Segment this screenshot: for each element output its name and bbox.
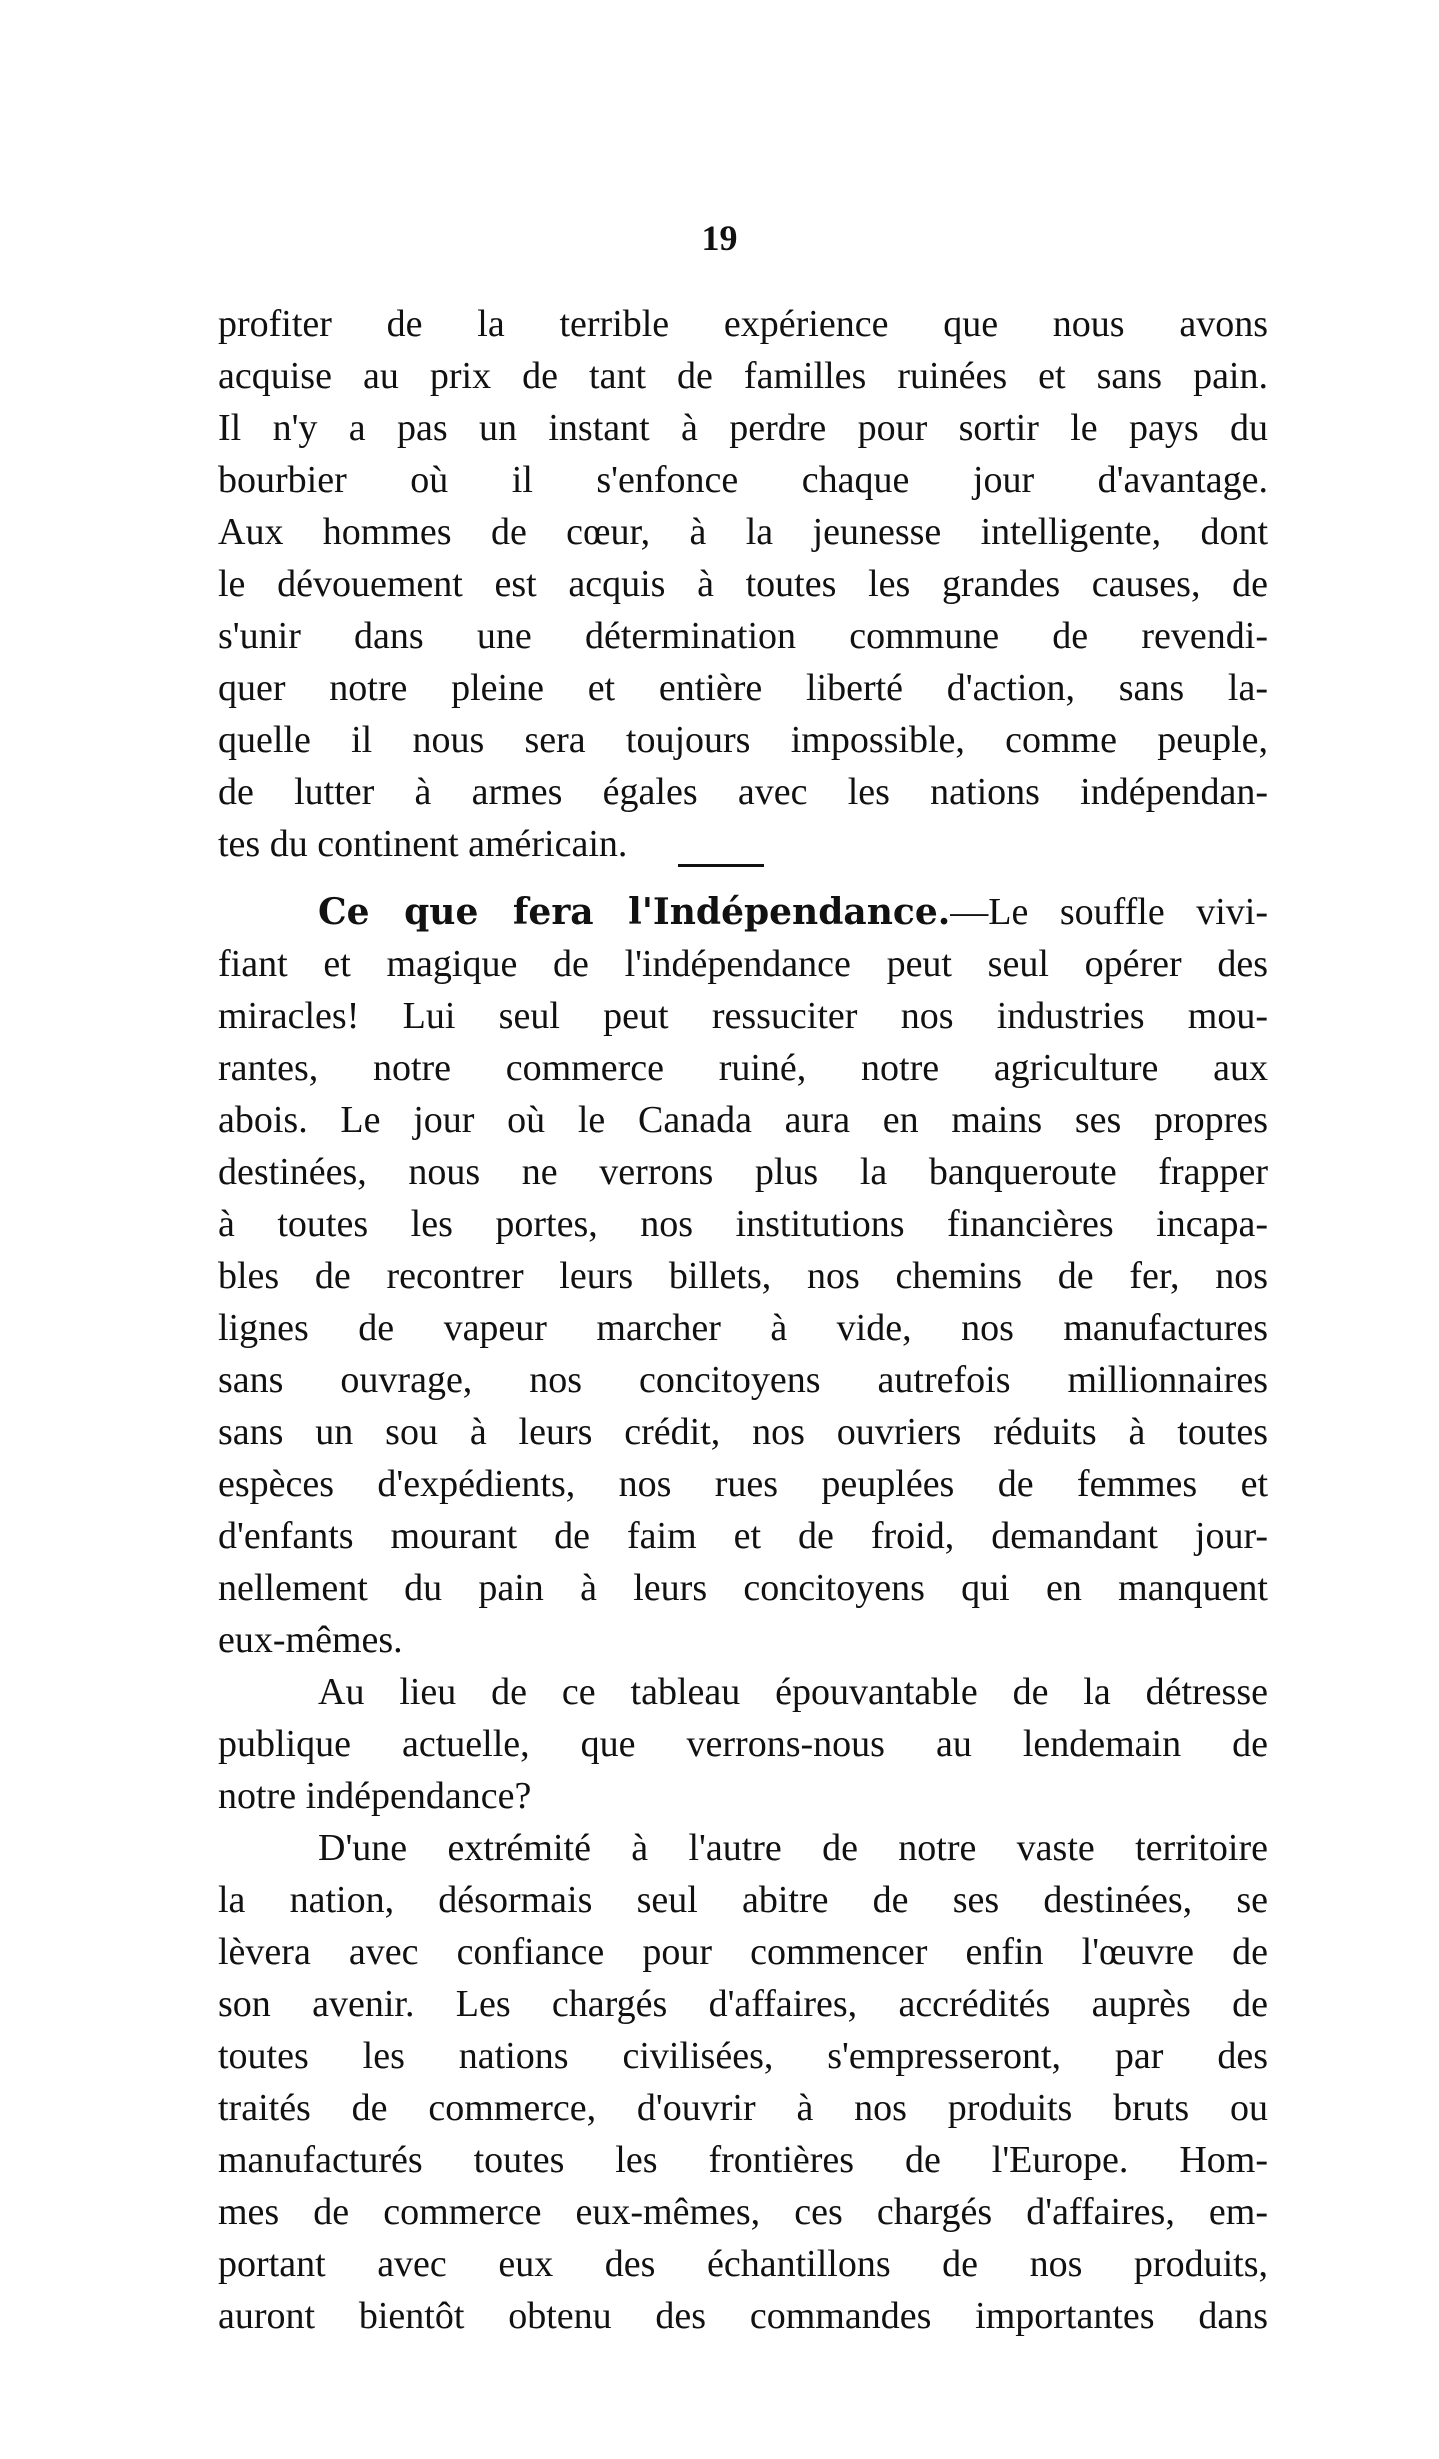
text-line: miracles! Lui seul peut ressuciter nos industries mou- (218, 995, 1268, 1037)
section-heading: Ce que fera l'Indépendance. (318, 891, 951, 933)
text-line: Au lieu de ce tableau épouvantable de la détresse (318, 1671, 1268, 1713)
page-number: 19 (701, 218, 738, 258)
text-line: mes de commerce eux-mêmes, ces chargés d'affaires, em- (218, 2191, 1268, 2233)
text-line: à toutes les portes, nos institutions financières incapa- (218, 1203, 1268, 1245)
text-line: s'unir dans une détermination commune de revendi- (218, 615, 1268, 657)
section-first-line (318, 886, 1268, 938)
text-line: toutes les nations civilisées, s'empresseront, par des (218, 2035, 1268, 2077)
text-line: traités de commerce, d'ouvrir à nos produits bruts ou (218, 2087, 1268, 2129)
text-line: abois. Le jour où le Canada aura en mains ses propres (218, 1099, 1268, 1141)
text-line: Aux hommes de cœur, à la jeunesse intelligente, dont (218, 511, 1268, 553)
text-line: eux-mêmes. (218, 1619, 403, 1661)
text-line: de lutter à armes égales avec les nations indépendan- (218, 771, 1268, 813)
text-line: d'enfants mourant de faim et de froid, demandant jour- (218, 1515, 1268, 1557)
text-line: quer notre pleine et entière liberté d'action, sans la- (218, 667, 1268, 709)
text-line: bourbier où il s'enfonce chaque jour d'avantage. (218, 459, 1268, 501)
text-line: auront bientôt obtenu des commandes importantes dans (218, 2295, 1268, 2337)
text-line: lignes de vapeur marcher à vide, nos manufactures (218, 1307, 1268, 1349)
text-line: manufacturés toutes les frontières de l'Europe. Hom- (218, 2139, 1268, 2181)
text-line: destinées, nous ne verrons plus la banqueroute frapper (218, 1151, 1268, 1193)
text-line: notre indépendance? (218, 1775, 532, 1817)
text-line: son avenir. Les chargés d'affaires, accrédités auprès de (218, 1983, 1268, 2025)
text-line: la nation, désormais seul abitre de ses destinées, se (218, 1879, 1268, 1921)
text-line: lèvera avec confiance pour commencer enfin l'œuvre de (218, 1931, 1268, 1973)
text-line: fiant et magique de l'indépendance peut seul opérer des (218, 943, 1268, 985)
text-line: sans ouvrage, nos concitoyens autrefois millionnaires (218, 1359, 1268, 1401)
text-line: rantes, notre commerce ruiné, notre agriculture aux (218, 1047, 1268, 1089)
text-line: profiter de la terrible expérience que nous avons (218, 303, 1268, 345)
text-line: publique actuelle, que verrons-nous au lendemain de (218, 1723, 1268, 1765)
text-line: sans un sou à leurs crédit, nos ouvriers réduits à toutes (218, 1411, 1268, 1453)
text-line: espèces d'expédients, nos rues peuplées de femmes et (218, 1463, 1268, 1505)
text-line: acquise au prix de tant de familles ruinées et sans pain. (218, 355, 1268, 397)
section-first-line-text: —Le souffle vivi- (950, 891, 1268, 933)
text-line: nellement du pain à leurs concitoyens qui en manquent (218, 1567, 1268, 1609)
text-line: bles de recontrer leurs billets, nos chemins de fer, nos (218, 1255, 1268, 1297)
text-line: portant avec eux des échantillons de nos produits, (218, 2243, 1268, 2285)
text-line: le dévouement est acquis à toutes les grandes causes, de (218, 563, 1268, 605)
section-divider (678, 864, 764, 867)
text-line: tes du continent américain. (218, 823, 628, 865)
text-line: quelle il nous sera toujours impossible, comme peuple, (218, 719, 1268, 761)
text-line: D'une extrémité à l'autre de notre vaste territoire (318, 1827, 1268, 1869)
text-line: Il n'y a pas un instant à perdre pour sortir le pays du (218, 407, 1268, 449)
